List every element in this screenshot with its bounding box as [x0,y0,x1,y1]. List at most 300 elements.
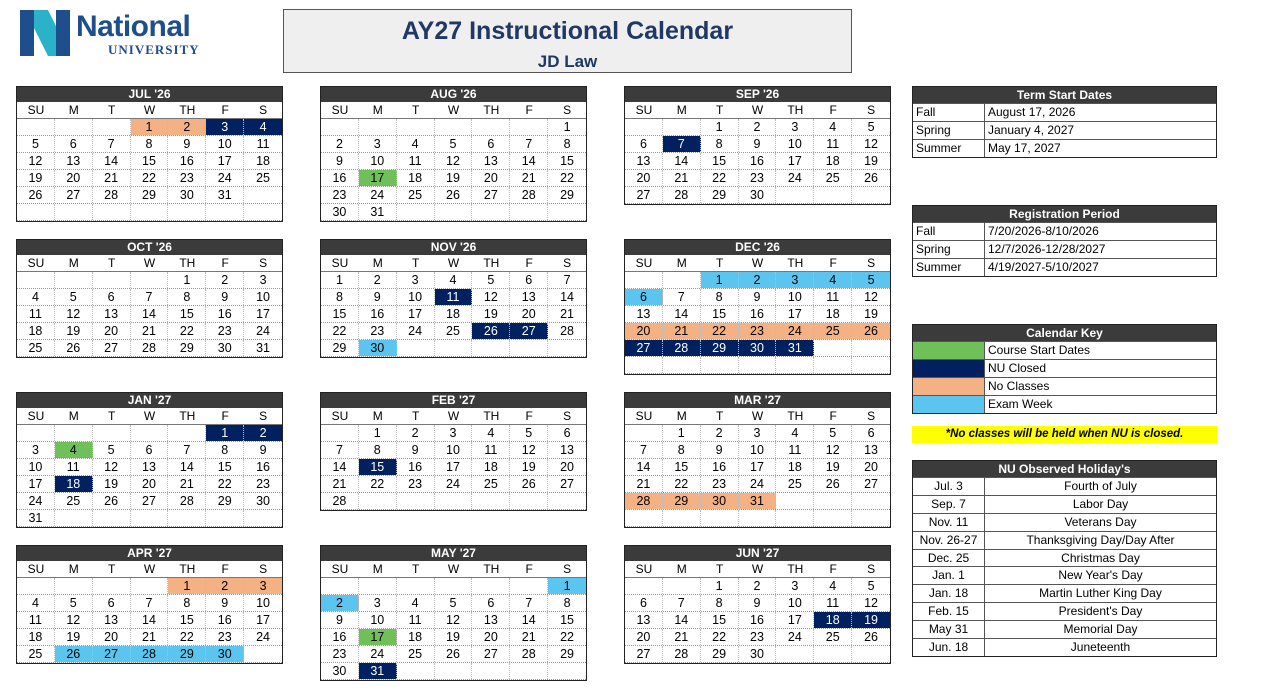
day-cell: 11 [55,459,93,475]
day-cell: 14 [168,459,206,475]
weekday-label: SU [331,256,349,270]
day-cell: 10 [435,442,473,458]
week-row [321,425,586,442]
day-cell: 24 [776,323,814,339]
row-value: Christmas Day [1061,550,1140,565]
weekday-label: TH [787,103,804,117]
table-row [913,566,1216,584]
day-cell: 18 [814,612,852,628]
weekday-label: F [221,562,229,576]
weekday-label: SU [331,103,349,117]
week-row [321,340,586,357]
day-cell: 9 [739,289,777,305]
day-cell: 18 [17,629,55,645]
weekday-label: SU [635,409,653,423]
national-university-logo [16,8,206,58]
week-row [625,306,890,323]
week-row [321,612,586,629]
day-cell [625,119,663,135]
weekday-header-row [625,408,890,425]
day-cell: 21 [625,476,663,492]
day-cell: 8 [168,595,206,611]
day-cell: 17 [397,306,435,322]
row-value: New Year's Day [1058,568,1143,583]
row-label: May 31 [913,621,985,638]
calendar-key-table [912,324,1217,414]
day-cell: 18 [256,154,271,168]
month-calendar [320,239,587,358]
weekday-label: S [867,409,876,423]
week-row [625,476,890,493]
day-cell: 18 [472,459,510,475]
day-cell: 7 [510,595,548,611]
weekday-label: T [107,256,116,270]
weekday-label: S [563,256,572,270]
day-cell: 20 [560,460,575,474]
row-value: Exam Week [988,397,1053,411]
day-cell [510,204,548,220]
day-cell: 17 [359,170,397,186]
month-header: OCT '26 [17,240,282,255]
day-cell: 21 [131,323,169,339]
day-cell: 14 [663,153,701,169]
day-cell: 8 [131,136,169,152]
day-cell: 23 [206,323,244,339]
day-cell: 28 [510,187,548,203]
week-row [625,119,890,136]
day-cell: 15 [168,612,206,628]
weekday-label: S [867,103,876,117]
month-calendar [16,545,283,664]
day-cell: 3 [206,119,244,135]
day-cell [131,578,169,594]
day-cell: 5 [472,272,510,288]
day-cell: 15 [701,153,739,169]
day-cell: 5 [435,595,473,611]
day-cell: 7 [663,595,701,611]
day-cell: 28 [625,493,663,509]
page-title: AY27 Instructional Calendar [401,17,734,45]
day-cell: 11 [17,612,55,628]
weekday-label: SU [27,256,45,270]
day-cell [397,663,435,679]
day-cell: 10 [739,442,777,458]
weekday-header-row [17,408,282,425]
day-cell: 24 [256,324,271,338]
row-value: NU Closed [988,361,1047,375]
day-cell: 26 [55,646,93,662]
day-cell [17,272,55,288]
day-cell [55,578,93,594]
day-cell: 13 [131,459,169,475]
weekday-label: TH [179,256,196,270]
weekday-header-row [321,102,586,119]
month-header: FEB '27 [321,393,586,408]
day-cell [776,357,814,373]
weekday-label: M [676,103,687,117]
day-cell: 16 [701,459,739,475]
day-cell: 15 [131,153,169,169]
day-cell [852,493,890,509]
week-row [625,578,890,595]
day-cell: 30 [321,663,359,679]
week-row [17,187,282,204]
day-cell: 25 [397,646,435,662]
day-cell [435,663,473,679]
day-cell: 21 [510,629,548,645]
day-cell [131,425,169,441]
day-cell: 1 [701,272,739,288]
weekday-label: W [447,256,460,270]
calendar-key-title: Calendar Key [913,325,1216,341]
day-cell: 13 [55,153,93,169]
day-cell: 5 [93,442,131,458]
day-cell: 19 [510,459,548,475]
day-cell: 20 [510,306,548,322]
day-cell [168,510,206,526]
table-row [913,103,1216,121]
day-cell: 14 [510,612,548,628]
day-cell [397,493,435,509]
day-cell: 8 [206,442,244,458]
day-cell [397,119,435,135]
day-cell: 20 [93,629,131,645]
table-row [913,121,1216,139]
day-cell: 19 [435,170,473,186]
day-cell: 24 [206,170,244,186]
row-label: Dec. 25 [913,550,985,567]
week-row [321,646,586,663]
day-cell: 31 [739,493,777,509]
day-cell: 8 [701,136,739,152]
day-cell: 1 [359,425,397,441]
row-value: Memorial Day [1063,622,1138,637]
day-cell: 13 [625,612,663,628]
weekday-label: W [143,562,156,576]
day-cell: 12 [864,137,879,151]
day-cell: 23 [739,629,777,645]
day-cell [814,493,852,509]
day-cell: 5 [55,595,93,611]
day-cell: 5 [510,425,548,441]
registration-title: Registration Period [913,206,1216,222]
weekday-label: M [372,256,383,270]
day-cell [131,204,169,220]
day-cell: 13 [864,443,879,457]
weekday-label: TH [483,409,500,423]
row-value: Fourth of July [1064,479,1137,493]
week-row [625,442,890,459]
day-cell [548,340,586,356]
week-row [321,493,586,510]
day-cell: 2 [206,272,244,288]
day-cell: 16 [739,153,777,169]
day-cell: 20 [625,170,663,186]
day-cell: 10 [359,612,397,628]
day-cell [17,425,55,441]
weekday-label: SU [331,562,349,576]
day-cell: 5 [867,120,875,134]
color-swatch [913,342,985,359]
day-cell: 28 [131,340,169,356]
weekday-label: S [867,256,876,270]
row-value: Course Start Dates [988,343,1091,357]
day-cell: 22 [206,476,244,492]
day-cell: 11 [435,289,473,305]
day-cell: 8 [359,442,397,458]
weekday-label: W [447,409,460,423]
day-cell: 27 [93,646,131,662]
day-cell [701,357,739,373]
day-cell: 11 [17,306,55,322]
weekday-label: S [563,103,572,117]
day-cell [776,493,814,509]
day-cell [814,357,852,373]
day-cell: 10 [256,290,271,304]
weekday-label: W [751,562,764,576]
day-cell: 9 [739,595,777,611]
day-cell [55,510,93,526]
day-cell: 14 [663,306,701,322]
day-cell [739,510,777,526]
week-row [321,442,586,459]
day-cell: 21 [663,170,701,186]
day-cell: 29 [168,646,206,662]
day-cell: 25 [814,323,852,339]
day-cell [548,663,586,679]
weekday-label: T [715,562,724,576]
day-cell [359,119,397,135]
week-row [17,476,282,493]
day-cell: 22 [663,476,701,492]
day-cell: 11 [814,136,852,152]
day-cell: 12 [510,442,548,458]
weekday-label: TH [787,256,804,270]
weekday-label: S [563,562,572,576]
day-cell: 11 [776,442,814,458]
week-row [17,510,282,527]
day-cell: 13 [625,306,663,322]
day-cell: 4 [244,119,282,135]
day-cell: 26 [814,476,852,492]
day-cell: 14 [93,153,131,169]
day-cell: 26 [435,187,473,203]
weekday-label: TH [483,256,500,270]
row-label: Summer [913,140,985,157]
day-cell [510,663,548,679]
week-row [17,136,282,153]
week-row [17,340,282,357]
day-cell: 22 [321,323,359,339]
day-cell: 20 [625,323,663,339]
day-cell [93,578,131,594]
day-cell: 28 [131,646,169,662]
day-cell [472,340,510,356]
day-cell: 11 [397,153,435,169]
day-cell: 26 [864,630,879,644]
day-cell: 14 [510,153,548,169]
day-cell [814,187,852,203]
weekday-label: F [221,103,229,117]
weekday-label: W [143,409,156,423]
weekday-label: S [563,409,572,423]
day-cell: 30 [701,493,739,509]
day-cell: 19 [93,476,131,492]
day-cell: 13 [560,443,575,457]
day-cell: 29 [560,647,575,661]
day-cell: 29 [206,493,244,509]
day-cell: 25 [256,171,271,185]
day-cell: 19 [814,459,852,475]
day-cell: 13 [93,612,131,628]
day-cell: 31 [206,187,244,203]
day-cell: 4 [814,119,852,135]
weekday-label: M [68,103,79,117]
weekday-header-row [321,255,586,272]
month-calendar [624,239,891,375]
day-cell: 7 [131,289,169,305]
weekday-label: M [676,562,687,576]
day-cell [510,119,548,135]
day-cell: 24 [739,476,777,492]
weekday-label: M [372,562,383,576]
page-subtitle: JD Law [537,52,598,71]
day-cell: 30 [321,204,359,220]
day-cell: 16 [168,153,206,169]
day-cell: 25 [17,646,55,662]
weekday-label: F [525,256,533,270]
day-cell: 7 [663,289,701,305]
weekday-label: W [751,409,764,423]
day-cell: 15 [560,154,575,168]
day-cell [776,510,814,526]
day-cell [397,578,435,594]
row-value: Martin Luther King Day [1039,586,1162,601]
week-row [17,289,282,306]
week-row [17,425,282,442]
table-row [913,240,1216,258]
day-cell: 15 [321,306,359,322]
row-value: Veterans Day [1064,514,1137,529]
day-cell [435,119,473,135]
day-cell [55,119,93,135]
day-cell [472,493,510,509]
weekday-header-row [17,561,282,578]
row-label: Spring [913,241,985,258]
week-row [321,136,586,153]
weekday-label: S [259,103,268,117]
day-cell: 12 [435,612,473,628]
day-cell [93,119,131,135]
week-row [625,323,890,340]
day-cell [244,187,282,203]
table-row [913,495,1216,513]
day-cell: 22 [359,476,397,492]
table-row [913,584,1216,602]
day-cell: 6 [55,136,93,152]
day-cell: 26 [852,323,890,339]
day-cell: 22 [168,323,206,339]
day-cell: 5 [55,289,93,305]
day-cell: 29 [701,646,739,662]
day-cell [663,119,701,135]
row-label: Fall [913,223,985,240]
day-cell: 2 [739,119,777,135]
color-swatch [913,378,985,395]
day-cell: 12 [472,289,510,305]
day-cell: 3 [739,425,777,441]
day-cell: 3 [435,425,473,441]
row-value: President's Day [1058,604,1143,619]
table-row [913,477,1216,495]
day-cell: 6 [93,595,131,611]
day-cell: 14 [131,612,169,628]
day-cell [168,425,206,441]
week-row [17,578,282,595]
weekday-label: W [143,103,156,117]
day-cell: 22 [701,170,739,186]
day-cell: 16 [739,612,777,628]
month-calendar [16,86,283,222]
week-row [625,612,890,629]
title-box [283,9,852,73]
day-cell: 26 [472,323,510,339]
day-cell: 17 [776,612,814,628]
day-cell [17,204,55,220]
day-cell: 8 [321,289,359,305]
day-cell: 13 [472,612,510,628]
month-header: APR '27 [17,546,282,561]
month-calendar [320,545,587,681]
day-cell: 27 [864,477,879,491]
day-cell: 3 [359,136,397,152]
day-cell: 14 [321,459,359,475]
registration-period-table [912,205,1217,277]
day-cell: 28 [321,493,359,509]
month-header: AUG '26 [321,87,586,102]
day-cell: 7 [563,273,571,287]
day-cell: 24 [17,493,55,509]
day-cell: 29 [131,187,169,203]
day-cell [131,272,169,288]
day-cell [852,510,890,526]
day-cell [17,578,55,594]
day-cell: 23 [359,323,397,339]
day-cell: 2 [244,425,282,441]
week-row [321,595,586,612]
day-cell: 7 [131,595,169,611]
day-cell: 30 [359,340,397,356]
day-cell [206,204,244,220]
day-cell: 28 [560,324,575,338]
day-cell: 2 [739,272,777,288]
day-cell: 6 [472,595,510,611]
weekday-label: TH [483,103,500,117]
day-cell [852,646,890,662]
day-cell: 25 [814,170,852,186]
week-row [17,306,282,323]
day-cell [663,578,701,594]
row-label: Feb. 15 [913,603,985,620]
weekday-label: M [676,409,687,423]
day-cell: 12 [55,306,93,322]
day-cell: 12 [55,612,93,628]
day-cell: 18 [397,170,435,186]
day-cell [625,272,663,288]
weekday-label: W [143,256,156,270]
week-row [17,170,282,187]
day-cell: 7 [93,136,131,152]
